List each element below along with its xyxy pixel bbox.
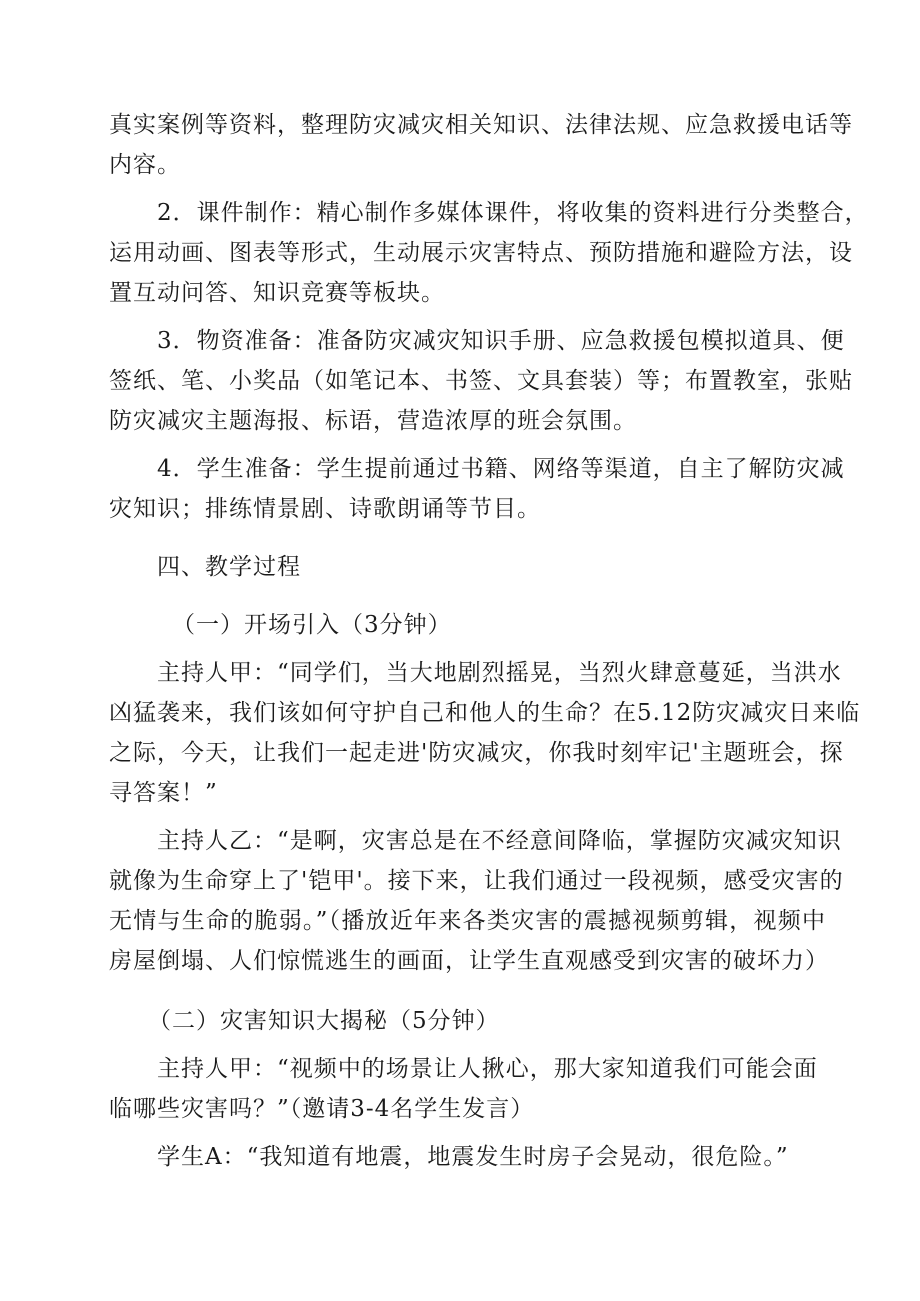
text-line: 防灾减灾主题海报、标语，营造浓厚的班会氛围。 <box>109 408 637 434</box>
text-line: 真实案例等资料，整理防灾减灾相关知识、法律法规、应急救援电话等 <box>109 112 853 138</box>
text-line: 寻答案！” <box>109 780 218 806</box>
text-line: 签纸、笔、小奖品（如笔记本、书签、文具套装）等；布置教室，张贴 <box>109 368 853 394</box>
text-line: 运用动画、图表等形式，生动展示灾害特点、预防措施和避险方法，设 <box>109 240 853 266</box>
text-line: 之际，今天，让我们一起走进'防灾减灾，你我时刻牢记'主题班会，探 <box>109 740 844 766</box>
text-line: 2．课件制作：精心制作多媒体课件，将收集的资料进行分类整合， <box>157 200 869 226</box>
text-line: 主持人乙：“是啊，灾害总是在不经意间降临，掌握防灾减灾知识 <box>157 828 842 854</box>
text-line: 3．物资准备：准备防灾减灾知识手册、应急救援包模拟道具、便 <box>157 328 845 354</box>
text-line: 凶猛袭来，我们该如何守护自己和他人的生命？在5.12防灾减灾日来临 <box>109 700 861 726</box>
text-line: 主持人甲：“同学们，当大地剧烈摇晃，当烈火肆意蔓延，当洪水 <box>157 660 842 686</box>
subsection-heading: （二）灾害知识大揭秘（5分钟） <box>148 1008 500 1034</box>
text-line: 临哪些灾害吗？”（邀请3-4名学生发言） <box>109 1096 535 1122</box>
text-line: 内容。 <box>109 152 181 178</box>
text-line: 灾知识；排练情景剧、诗歌朗诵等节目。 <box>109 496 541 522</box>
section-heading: 四、教学过程 <box>157 554 301 580</box>
subsection-heading: （一）开场引入（3分钟） <box>172 612 452 638</box>
text-line: 无情与生命的脆弱。”（播放近年来各类灾害的震撼视频剪辑，视频中 <box>109 908 826 934</box>
student-a-answer: 学生A：“我知道有地震，地震发生时房子会晃动，很危险。” <box>157 1144 789 1170</box>
text-line: 就像为生命穿上了'铠甲'。接下来，让我们通过一段视频，感受灾害的 <box>109 868 844 894</box>
text-line: 主持人甲：“视频中的场景让人揪心，那大家知道我们可能会面 <box>157 1056 818 1082</box>
text-line: 置互动问答、知识竞赛等板块。 <box>109 280 445 306</box>
text-line: 4．学生准备：学生提前通过书籍、网络等渠道，自主了解防灾减 <box>157 456 845 482</box>
text-line: 房屋倒塌、人们惊慌逃生的画面，让学生直观感受到灾害的破坏力） <box>109 948 829 974</box>
